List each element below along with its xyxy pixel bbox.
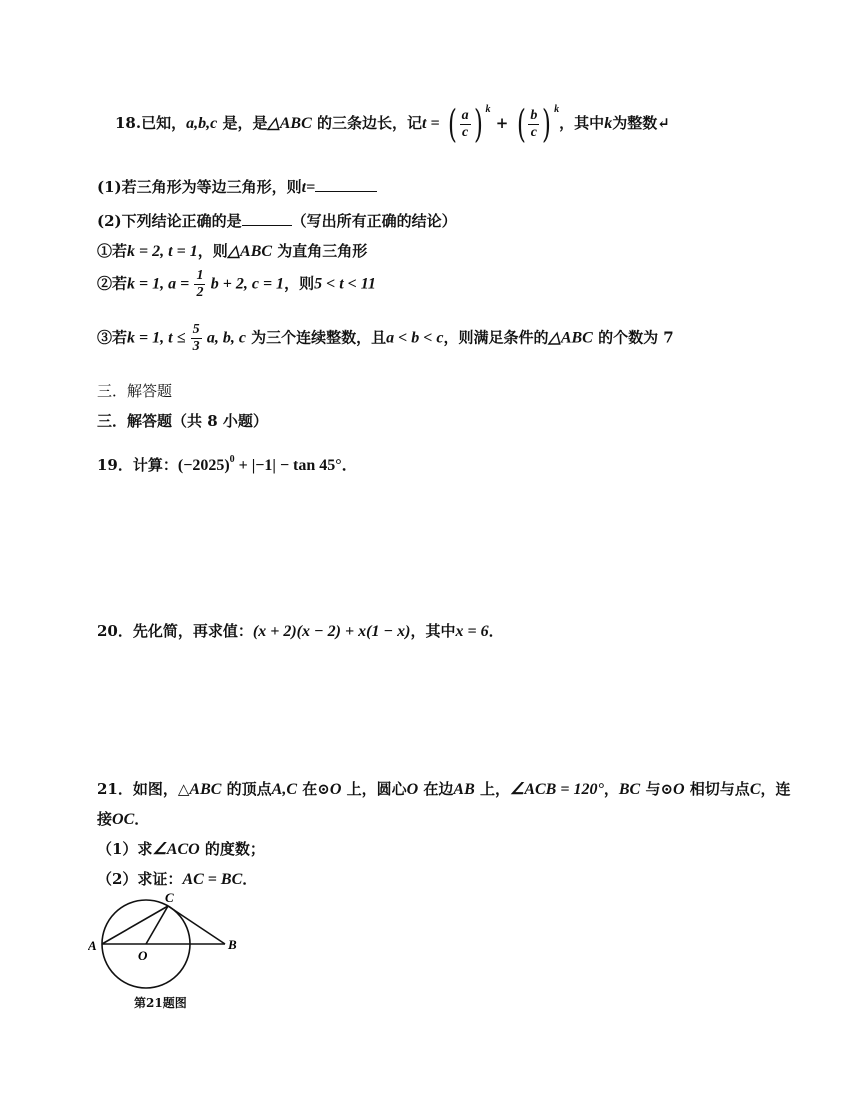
- label-b: B: [228, 937, 237, 952]
- section-heading-full: 三．解答题（共 8 小题）: [97, 412, 268, 430]
- figure-caption: 第21题图: [134, 996, 187, 1010]
- left-paren: (: [447, 102, 457, 146]
- q21-part2: （2）求证：AC = BC．: [97, 870, 258, 888]
- fraction-a-over-c: $\frac{a}{c}$: [461, 107, 469, 140]
- q21-figure: [88, 890, 248, 1024]
- segment-cb: [168, 906, 225, 944]
- q20: 20．先化简，再求值：(x + 2)(x − 2) + x(1 − x)，其中x = 6．: [97, 622, 504, 640]
- answer-blank[interactable]: [242, 225, 292, 226]
- q18-option-2: ②若k = 1, a = $\frac{1}{2}$ b + 2, c = 1，则5 < t < 11: [97, 268, 376, 300]
- section-heading: 三．解答题: [97, 382, 173, 400]
- q18-stem: 18.已知，a,b,c 是，是△ABC 的三条边长，记t = ( $\frac{a}{c}$ ) $^k$ + ( $\frac{b}{c}$ ) $^k$，其中k为整数↵: [115, 102, 670, 146]
- fraction-five-thirds: $\frac{5}{3}$: [192, 322, 200, 354]
- right-paren: ): [542, 102, 552, 146]
- label-c: C: [165, 890, 174, 905]
- right-paren: ): [473, 102, 483, 146]
- label-o: O: [138, 948, 148, 963]
- fraction-b-over-c: $\frac{b}{c}$: [530, 107, 538, 140]
- answer-blank[interactable]: [315, 191, 377, 192]
- fraction-one-half: $\frac{1}{2}$: [196, 268, 204, 300]
- q18-part2: (2)下列结论正确的是 （写出所有正确的结论）: [97, 212, 457, 230]
- q21-line1: 21．如图，△ABC 的顶点A,C 在⊙O 上，圆心O 在边AB 上，∠ACB = 120°，BC 与⊙O 相切与点C，连: [97, 780, 791, 798]
- q21-part1: （1）求∠ACO 的度数；: [97, 840, 265, 858]
- label-a: A: [88, 938, 97, 953]
- q18-option-3: ③若k = 1, t ≤ $\frac{5}{3}$ a, b, c 为三个连续整数，且a < b < c，则满足条件的△ABC 的个数为 7: [97, 322, 674, 354]
- left-paren: (: [516, 102, 526, 146]
- q19: 19．计算：$(-2025)^0 + |-1| - \tan 45^\circ$．: [97, 454, 358, 474]
- q18-part1: (1)若三角形为等边三角形，则t=: [97, 176, 377, 197]
- segment-ac: [102, 906, 168, 944]
- q21-line2: 接OC．: [97, 810, 150, 828]
- q18-option-1: ①若k = 2, t = 1，则△ABC 为直角三角形: [97, 242, 368, 260]
